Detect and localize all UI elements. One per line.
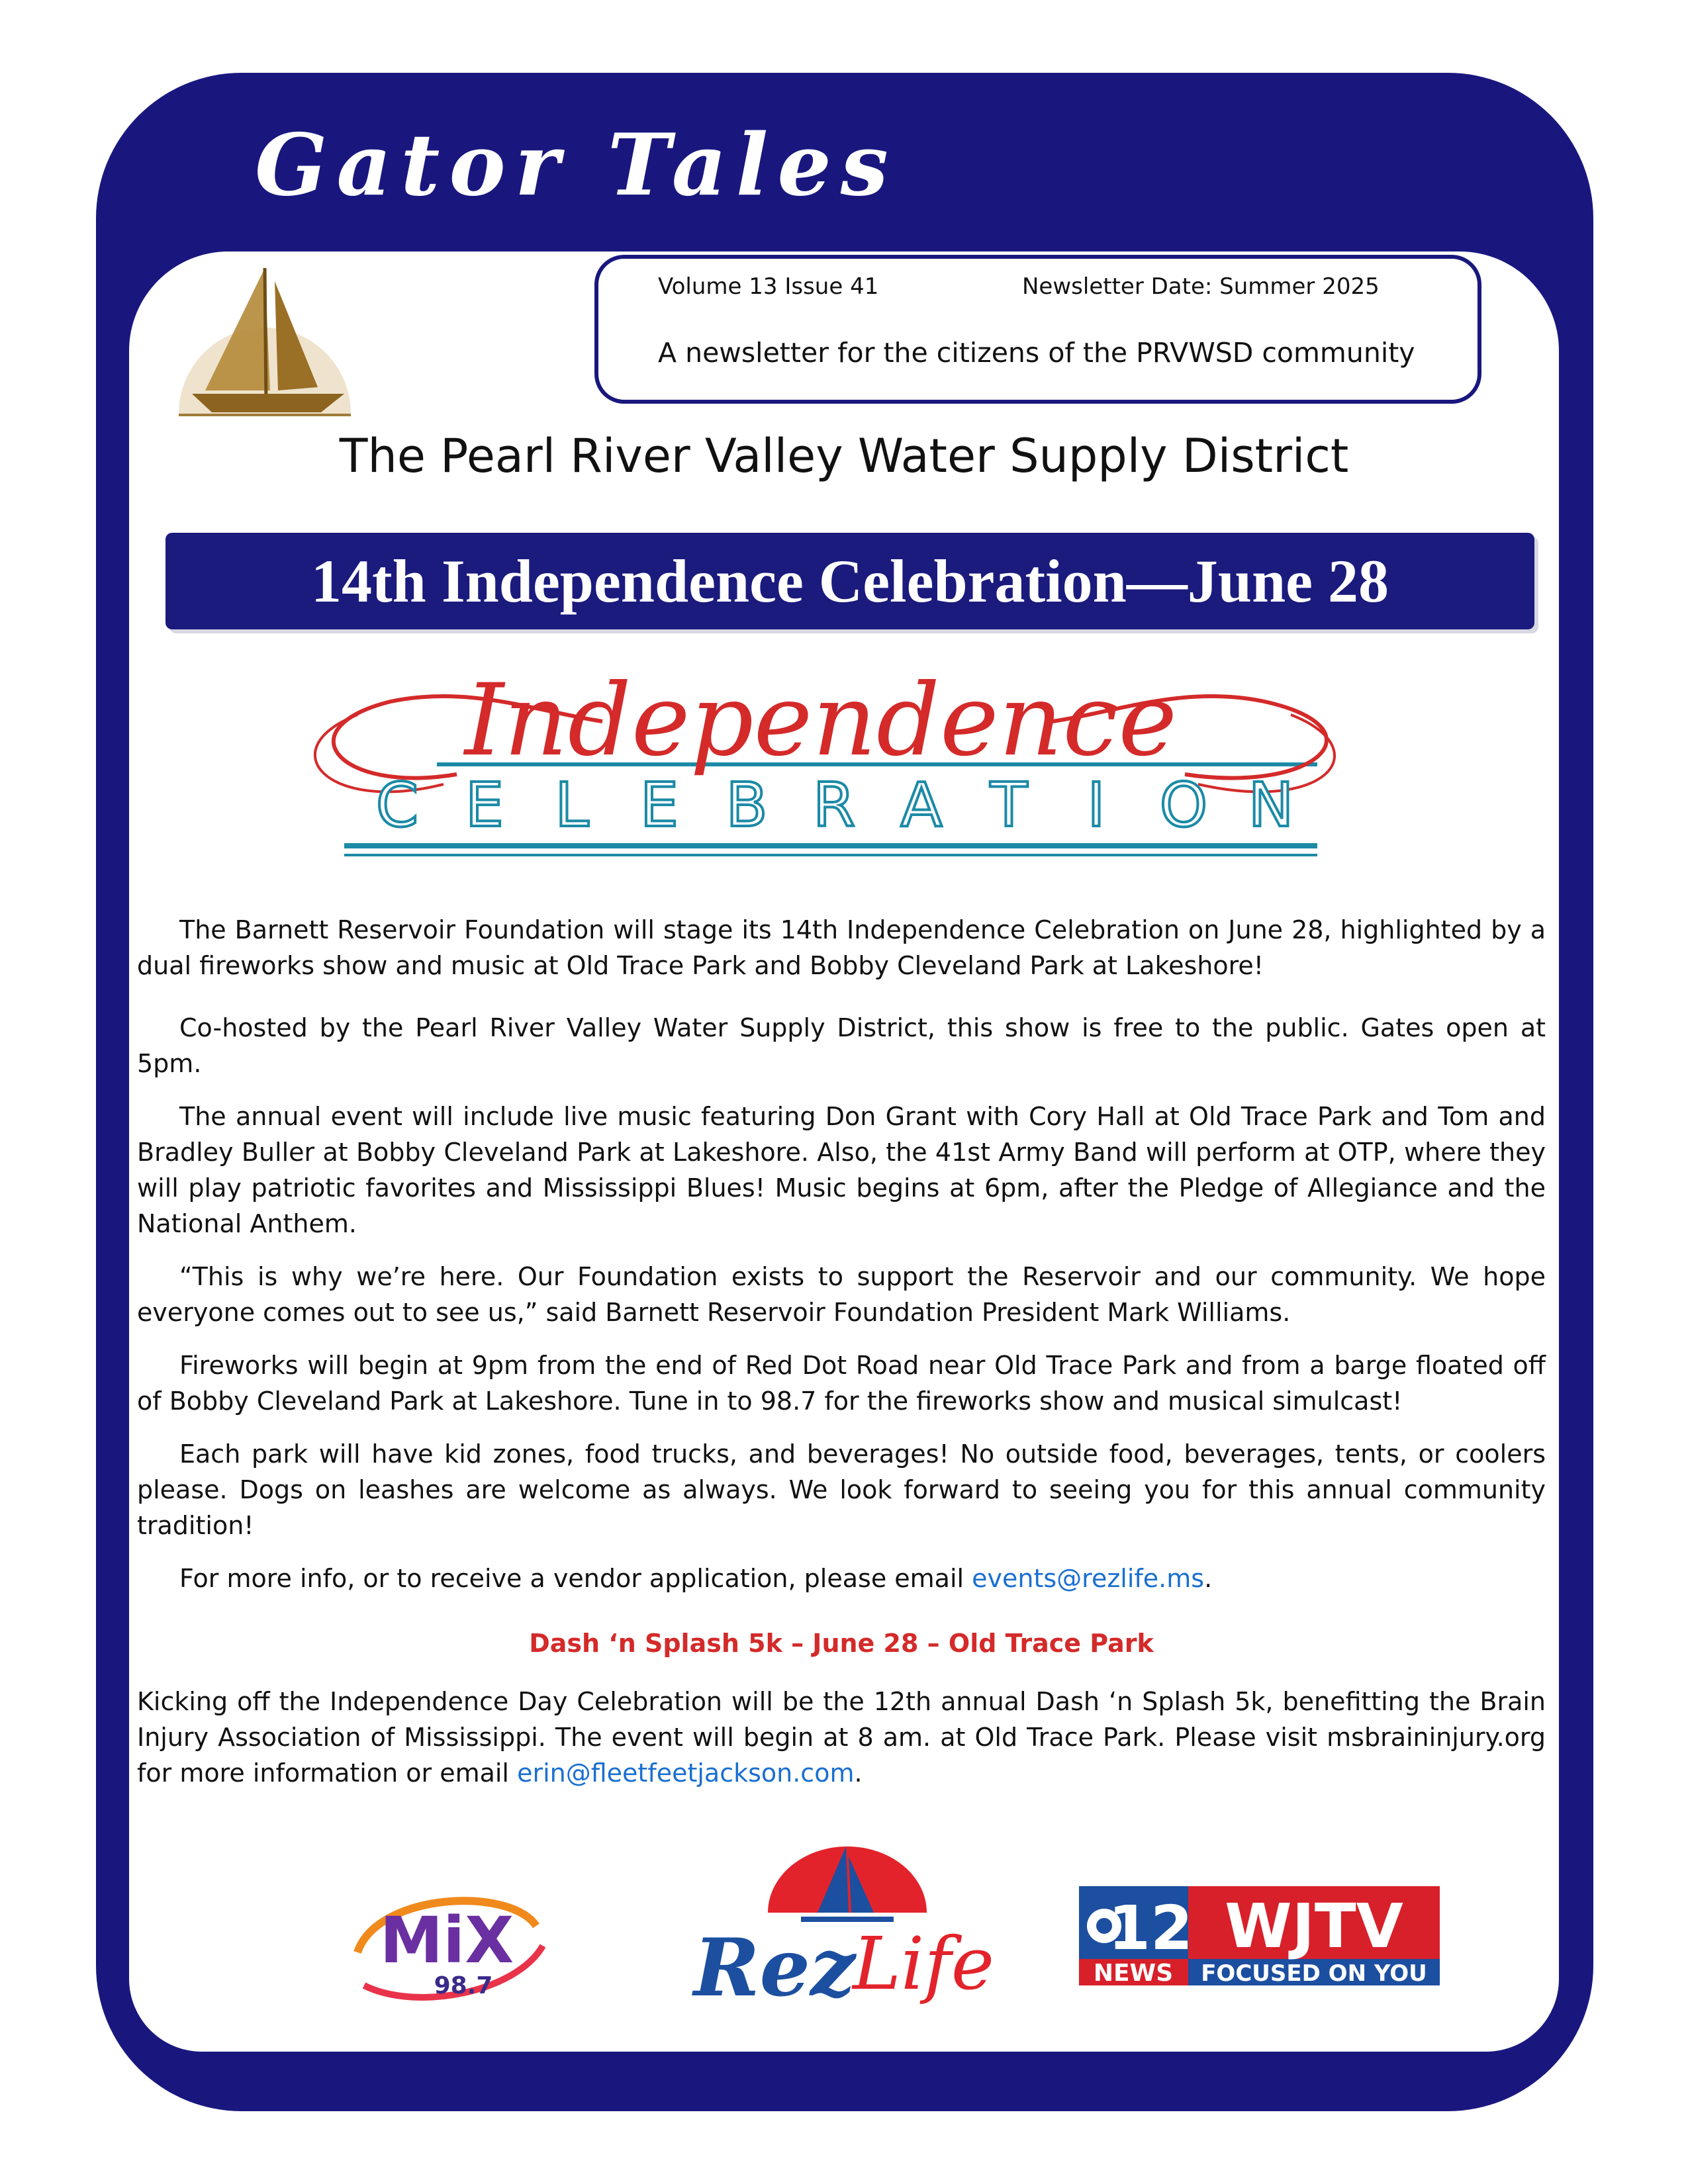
district-title: The Pearl River Valley Water Supply District: [339, 429, 1349, 483]
wjtv-12-news-logo: [1079, 1880, 1440, 1999]
rez-life-logo: [675, 1840, 1019, 2019]
dash-paragraph: Kicking off the Independence Day Celebration will be the 12th annual Dash ‘n Splash 5k, benefitting the Brain Injury Association of Mississippi. The event will begin at 8 am. at Old Trace Park. Please visit msbraininjury.org for more information or email erin@fleetfeetjackson.com.: [137, 1687, 1546, 1788]
masthead-title: Gator Tales: [255, 116, 898, 215]
fleetfeet-email-link[interactable]: erin@fleetfeetjackson.com: [517, 1758, 855, 1788]
mix-frequency: 98.7: [434, 1972, 493, 1999]
celebration-letter: L: [555, 770, 589, 841]
headline-banner: [165, 533, 1534, 629]
mix-987-logo: [338, 1880, 556, 2012]
celebration-letter: E: [465, 770, 504, 841]
celebration-letter: B: [726, 770, 768, 841]
article-body: [137, 912, 1546, 1808]
article-paragraph: Each park will have kid zones, food trucks, and beverages! No outside food, beverages, tents, or coolers please. Dogs on leashes are welcome as always. We look forward to seeing you for this annual community tradition!: [137, 1439, 1546, 1540]
celebration-letter: N: [1248, 770, 1294, 841]
volume-issue: Volume 13 Issue 41: [658, 273, 879, 300]
newsletter-date: Newsletter Date: Summer 2025: [1022, 273, 1380, 300]
events-email-link[interactable]: events@rezlife.ms: [972, 1564, 1205, 1593]
dash-subhead: Dash ‘n Splash 5k – June 28 – Old Trace Park: [529, 1629, 1154, 1658]
article-paragraph: The annual event will include live music featuring Don Grant with Cory Hall at Old Trace Park and Tom and Bradley Buller at Bobby Cleveland Park at Lakeshore. Also, the 41st Army Band will perform at OTP, where they will play patriotic favorites and Mississippi Blues! Music begins at 6pm, after the Pledge of Allegiance and the National Anthem.: [137, 1102, 1546, 1238]
sailboat-logo: [165, 261, 364, 430]
celebration-letter: R: [813, 770, 855, 841]
wjtv-call-letters: WJTV: [1225, 1891, 1403, 1962]
article-paragraph: Fireworks will begin at 9pm from the end of Red Dot Road near Old Trace Park and from a barge floated off of Bobby Cleveland Park at Lakeshore. Tune in to 98.7 for the fireworks show and musical simulcast!: [137, 1351, 1546, 1416]
article-paragraph: Co-hosted by the Pearl River Valley Water Supply District, this show is free to the public. Gates open at 5pm.: [137, 1013, 1546, 1078]
independence-script: Independence: [464, 663, 1178, 778]
celebration-letter: T: [990, 770, 1028, 841]
wjtv-news: NEWS: [1093, 1960, 1174, 1987]
issue-info-box: [594, 255, 1481, 404]
article-paragraph: The Barnett Reservoir Foundation will stage its 14th Independence Celebration on June 28, highlighted by a dual fireworks show and music at Old Trace Park and Bobby Cleveland Park at Lakeshore!: [137, 915, 1546, 980]
celebration-letter: A: [900, 770, 943, 841]
celebration-letter: I: [1087, 770, 1105, 841]
article-paragraph: For more info, or to receive a vendor application, please email events@rezlife.ms.: [179, 1564, 1213, 1593]
wjtv-slogan: FOCUSED ON YOU: [1201, 1960, 1427, 1987]
celebration-letter: E: [639, 770, 679, 841]
headline: 14th Independence Celebration—June 28: [311, 547, 1389, 615]
mix-word: MiX: [379, 1903, 514, 1978]
tagline: A newsletter for the citizens of the PRVWSD community: [658, 337, 1415, 369]
celebration-letter: C: [375, 770, 419, 841]
wjtv-channel: 12: [1107, 1893, 1194, 1964]
article-paragraph: “This is why we’re here. Our Foundation exists to support the Reservoir and our community. We hope everyone comes out to see us,” said Barnett Reservoir Foundation President Mark Williams.: [137, 1262, 1546, 1327]
celebration-letter: O: [1159, 770, 1208, 841]
celebration-letters: [376, 770, 1294, 841]
rez-word: Rez: [693, 1921, 856, 2015]
life-word: Life: [852, 1921, 995, 2006]
independence-celebration-logo: [258, 649, 1383, 874]
